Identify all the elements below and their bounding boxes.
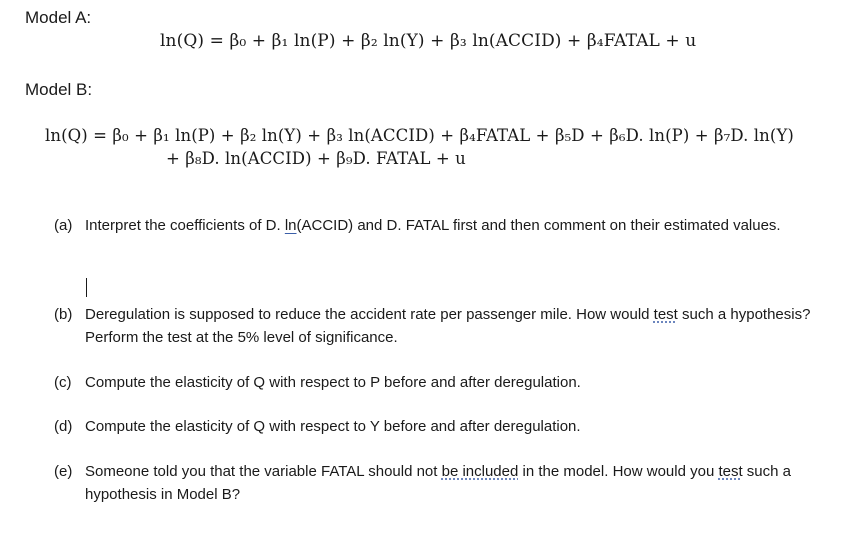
question-text: Compute the elasticity of Q with respect to P before and after deregulation.	[85, 374, 581, 391]
question-b	[54, 303, 814, 349]
model-b-label: Model B:	[25, 80, 93, 99]
model-b-equation-line1: ln(Q) = β₀ + β₁ ln(P) + β₂ ln(Y) + β₃ ln(ACCID) + β₄FATAL + β₅D + β₆D. ln(P) + β₇D. ln(Y)	[45, 126, 794, 145]
question-tag: (e)	[54, 463, 73, 480]
question-c	[54, 371, 814, 394]
question-text: Someone told you that the variable FATAL should not be included in the model. How would you test such a hypothesis in Model B?	[85, 463, 792, 503]
question-a	[54, 214, 814, 237]
question-text: Interpret the coefficients of D. ln(ACCID) and D. FATAL first and then comment on their estimated values.	[85, 217, 781, 234]
question-tag: (b)	[54, 306, 73, 323]
model-b-equation-line2: + β₈D. ln(ACCID) + β₉D. FATAL + u	[166, 149, 466, 168]
question-tag: (a)	[54, 217, 73, 234]
model-a-label: Model A:	[25, 8, 92, 27]
text-cursor	[86, 278, 87, 297]
question-tag: (c)	[54, 374, 72, 391]
model-a-equation: ln(Q) = β₀ + β₁ ln(P) + β₂ ln(Y) + β₃ ln(ACCID) + β₄FATAL + u	[160, 31, 697, 51]
question-tag: (d)	[54, 418, 73, 435]
question-text: Compute the elasticity of Q with respect to Y before and after deregulation.	[85, 418, 581, 435]
question-d	[54, 415, 814, 438]
question-e	[54, 460, 814, 506]
question-text: Deregulation is supposed to reduce the accident rate per passenger mile. How would test such a hypothesis? Perform the test at the 5% level of significance.	[85, 306, 811, 346]
